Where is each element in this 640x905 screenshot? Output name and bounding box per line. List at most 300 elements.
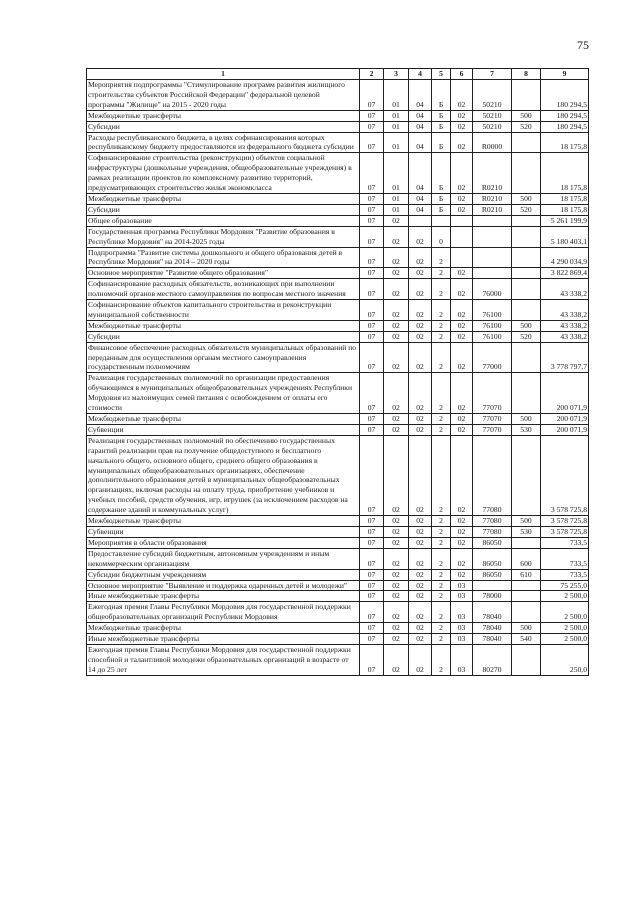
- code-cell-c4: 02: [409, 424, 432, 435]
- code-cell-c5: 2: [432, 548, 451, 569]
- code-cell-c5: 2: [432, 373, 451, 414]
- code-cell-c4: 02: [409, 591, 432, 602]
- code-cell-c5: 2: [432, 300, 451, 321]
- code-cell-c6: 02: [451, 193, 473, 204]
- code-cell-c2: 07: [360, 331, 384, 342]
- amount-cell: 75 255,0: [541, 580, 589, 591]
- table-row: [87, 279, 589, 300]
- code-cell-c3: 01: [384, 132, 409, 153]
- code-cell-c7: 77070: [473, 424, 512, 435]
- row-name-cell: Расходы республиканского бюджета, в целях софинансирования которых республиканскому бюджету предоставляются из федерального бюджета субсидии: [87, 132, 360, 153]
- table-row: [87, 331, 589, 342]
- row-name-cell: Межбюджетные трансферты: [87, 516, 360, 527]
- code-cell-c2: 07: [360, 320, 384, 331]
- code-cell-c5: 2: [432, 342, 451, 373]
- table-row: [87, 226, 589, 247]
- code-cell-c6: 02: [451, 80, 473, 111]
- code-cell-c2: 07: [360, 193, 384, 204]
- code-cell-c8: 520: [512, 204, 541, 215]
- row-name-cell: Субвенции: [87, 424, 360, 435]
- code-cell-c2: 07: [360, 569, 384, 580]
- code-cell-c3: 02: [384, 569, 409, 580]
- table-row: [87, 121, 589, 132]
- code-cell-c2: 07: [360, 580, 384, 591]
- code-cell-c6: 02: [451, 342, 473, 373]
- code-cell-c7: 77080: [473, 526, 512, 537]
- code-cell-c6: 02: [451, 569, 473, 580]
- code-cell-c4: 02: [409, 602, 432, 623]
- table-row: [87, 537, 589, 548]
- code-cell-c6: [451, 215, 473, 226]
- code-cell-c5: 2: [432, 435, 451, 515]
- code-cell-c5: 2: [432, 424, 451, 435]
- row-name-cell: Ежегодная премия Главы Республики Мордовия для государственной поддержки общеобразовательных организаций Республики Мордовия: [87, 602, 360, 623]
- code-cell-c8: [512, 644, 541, 675]
- code-cell-c6: 02: [451, 320, 473, 331]
- code-cell-c6: [451, 226, 473, 247]
- code-cell-c2: 07: [360, 247, 384, 268]
- row-name-cell: Субсидии: [87, 204, 360, 215]
- code-cell-c3: 02: [384, 580, 409, 591]
- code-cell-c3: 01: [384, 153, 409, 194]
- amount-cell: 200 071,9: [541, 373, 589, 414]
- amount-cell: 43 338,2: [541, 320, 589, 331]
- table-row: [87, 424, 589, 435]
- code-cell-c2: 07: [360, 591, 384, 602]
- code-cell-c5: 2: [432, 516, 451, 527]
- table-row: [87, 644, 589, 675]
- code-cell-c2: 07: [360, 634, 384, 645]
- code-cell-c2: 07: [360, 110, 384, 121]
- column-header-3: 3: [384, 69, 409, 80]
- code-cell-c8: 530: [512, 526, 541, 537]
- code-cell-c4: 04: [409, 204, 432, 215]
- code-cell-c8: [512, 300, 541, 321]
- code-cell-c4: 02: [409, 279, 432, 300]
- row-name-cell: Межбюджетные трансферты: [87, 623, 360, 634]
- amount-cell: 180 294,5: [541, 80, 589, 111]
- code-cell-c6: 03: [451, 580, 473, 591]
- code-cell-c7: 76000: [473, 279, 512, 300]
- code-cell-c3: 02: [384, 526, 409, 537]
- amount-cell: 733,5: [541, 569, 589, 580]
- code-cell-c8: [512, 591, 541, 602]
- code-cell-c7: 50210: [473, 80, 512, 111]
- table-row: [87, 373, 589, 414]
- code-cell-c4: 02: [409, 634, 432, 645]
- amount-cell: 3 578 725,8: [541, 526, 589, 537]
- code-cell-c3: 02: [384, 320, 409, 331]
- code-cell-c2: 07: [360, 373, 384, 414]
- column-header-8: 8: [512, 69, 541, 80]
- code-cell-c8: [512, 279, 541, 300]
- code-cell-c4: 02: [409, 516, 432, 527]
- code-cell-c8: 500: [512, 414, 541, 425]
- table-row: [87, 548, 589, 569]
- code-cell-c4: 02: [409, 342, 432, 373]
- code-cell-c7: 50210: [473, 121, 512, 132]
- code-cell-c8: 520: [512, 121, 541, 132]
- code-cell-c8: [512, 80, 541, 111]
- amount-cell: 5 261 199,9: [541, 215, 589, 226]
- code-cell-c4: [409, 215, 432, 226]
- code-cell-c5: 2: [432, 644, 451, 675]
- code-cell-c6: 02: [451, 526, 473, 537]
- code-cell-c3: 02: [384, 331, 409, 342]
- table-row: [87, 602, 589, 623]
- code-cell-c6: 03: [451, 644, 473, 675]
- code-cell-c8: 540: [512, 634, 541, 645]
- table-row: [87, 320, 589, 331]
- amount-cell: 2 500,0: [541, 634, 589, 645]
- code-cell-c8: [512, 602, 541, 623]
- code-cell-c8: [512, 153, 541, 194]
- code-cell-c8: [512, 247, 541, 268]
- code-cell-c5: 2: [432, 331, 451, 342]
- code-cell-c3: 01: [384, 204, 409, 215]
- code-cell-c8: 500: [512, 320, 541, 331]
- table-row: [87, 132, 589, 153]
- code-cell-c3: 01: [384, 193, 409, 204]
- code-cell-c4: 04: [409, 132, 432, 153]
- code-cell-c4: 02: [409, 226, 432, 247]
- table-row: [87, 526, 589, 537]
- code-cell-c6: 02: [451, 516, 473, 527]
- code-cell-c2: 07: [360, 80, 384, 111]
- code-cell-c4: 02: [409, 247, 432, 268]
- code-cell-c8: [512, 226, 541, 247]
- code-cell-c7: [473, 247, 512, 268]
- row-name-cell: Финансовое обеспечение расходных обязательств муниципальных образований по переданным для осуществления органам местного самоуправления государственным полномочиям: [87, 342, 360, 373]
- code-cell-c4: 02: [409, 623, 432, 634]
- code-cell-c7: 76100: [473, 300, 512, 321]
- code-cell-c7: 77080: [473, 516, 512, 527]
- code-cell-c7: [473, 580, 512, 591]
- code-cell-c5: Б: [432, 204, 451, 215]
- code-cell-c3: 02: [384, 634, 409, 645]
- code-cell-c5: 2: [432, 268, 451, 279]
- code-cell-c5: 2: [432, 247, 451, 268]
- code-cell-c8: [512, 215, 541, 226]
- code-cell-c2: 07: [360, 204, 384, 215]
- code-cell-c7: R0210: [473, 204, 512, 215]
- table-row: [87, 516, 589, 527]
- code-cell-c2: 07: [360, 300, 384, 321]
- code-cell-c7: R0210: [473, 153, 512, 194]
- row-name-cell: Межбюджетные трансферты: [87, 110, 360, 121]
- table-row: [87, 591, 589, 602]
- row-name-cell: Основное мероприятие "Развитие общего образования": [87, 268, 360, 279]
- code-cell-c2: 07: [360, 435, 384, 515]
- row-name-cell: Субвенции: [87, 526, 360, 537]
- table-row: [87, 580, 589, 591]
- code-cell-c3: 02: [384, 591, 409, 602]
- code-cell-c6: 03: [451, 634, 473, 645]
- code-cell-c5: 2: [432, 634, 451, 645]
- row-name-cell: Софинансирование строительства (реконструкции) объектов социальной инфраструктуры (дошкольные учреждения, общеобразовательные учреждения) в рамках реализации проектов по комплексному развитию территорий, предусматривающих строительство жилья экономкласса: [87, 153, 360, 194]
- code-cell-c8: [512, 580, 541, 591]
- amount-cell: 200 071,9: [541, 424, 589, 435]
- code-cell-c5: 2: [432, 623, 451, 634]
- code-cell-c6: [451, 247, 473, 268]
- code-cell-c2: 07: [360, 526, 384, 537]
- code-cell-c4: 04: [409, 80, 432, 111]
- row-name-cell: Иные межбюджетные трансферты: [87, 634, 360, 645]
- code-cell-c3: 02: [384, 414, 409, 425]
- column-header-5: 5: [432, 69, 451, 80]
- code-cell-c4: 02: [409, 300, 432, 321]
- code-cell-c4: 04: [409, 121, 432, 132]
- code-cell-c4: 04: [409, 110, 432, 121]
- row-name-cell: Межбюджетные трансферты: [87, 193, 360, 204]
- code-cell-c6: 03: [451, 623, 473, 634]
- code-cell-c4: 02: [409, 373, 432, 414]
- code-cell-c6: 02: [451, 300, 473, 321]
- code-cell-c5: 2: [432, 580, 451, 591]
- code-cell-c8: [512, 537, 541, 548]
- amount-cell: 180 294,5: [541, 121, 589, 132]
- code-cell-c8: [512, 268, 541, 279]
- amount-cell: 733,5: [541, 548, 589, 569]
- code-cell-c3: 02: [384, 300, 409, 321]
- code-cell-c3: 02: [384, 435, 409, 515]
- table-row: [87, 342, 589, 373]
- amount-cell: 180 294,5: [541, 110, 589, 121]
- code-cell-c7: 86050: [473, 537, 512, 548]
- code-cell-c4: 04: [409, 153, 432, 194]
- amount-cell: 2 500,0: [541, 602, 589, 623]
- table-body: [87, 80, 589, 676]
- code-cell-c2: 07: [360, 342, 384, 373]
- table-row: [87, 268, 589, 279]
- amount-cell: 3 578 725,8: [541, 516, 589, 527]
- row-name-cell: Субсидии бюджетным учреждениям: [87, 569, 360, 580]
- amount-cell: 2 500,0: [541, 623, 589, 634]
- code-cell-c5: Б: [432, 121, 451, 132]
- amount-cell: 733,5: [541, 537, 589, 548]
- code-cell-c8: 500: [512, 110, 541, 121]
- row-name-cell: Реализация государственных полномочий по обеспечению государственных гарантий реализации прав на получение общедоступного и бесплатного начального общего, основного общего, среднего общего образования в муниципальных общеобразовательных организациях, обеспечение дополнительного образования детей в муниципальных общеобразовательных организациях, включая расходы на оплату труда, приобретение учебников и учебных пособий, средств обучения, игр, игрушек (за исключением расходов на содержание зданий и коммунальных услуг): [87, 435, 360, 515]
- code-cell-c7: 77080: [473, 435, 512, 515]
- amount-cell: 250,0: [541, 644, 589, 675]
- amount-cell: 43 338,2: [541, 300, 589, 321]
- code-cell-c2: 07: [360, 424, 384, 435]
- code-cell-c4: 02: [409, 580, 432, 591]
- table-row: [87, 204, 589, 215]
- table-row: [87, 435, 589, 515]
- code-cell-c4: 02: [409, 320, 432, 331]
- code-cell-c4: 02: [409, 548, 432, 569]
- row-name-cell: Предоставление субсидий бюджетным, автономным учреждениям и иным некоммерческим организациям: [87, 548, 360, 569]
- code-cell-c6: 02: [451, 279, 473, 300]
- code-cell-c7: 86050: [473, 548, 512, 569]
- row-name-cell: Софинансирование расходных обязательств, возникающих при выполнении полномочий органов местного самоуправления по вопросам местного значения: [87, 279, 360, 300]
- column-header-2: 2: [360, 69, 384, 80]
- code-cell-c5: 2: [432, 537, 451, 548]
- amount-cell: 5 180 403,1: [541, 226, 589, 247]
- code-cell-c6: 02: [451, 121, 473, 132]
- row-name-cell: Субсидии: [87, 331, 360, 342]
- amount-cell: 3 778 797,7: [541, 342, 589, 373]
- code-cell-c4: 02: [409, 644, 432, 675]
- code-cell-c5: Б: [432, 80, 451, 111]
- row-name-cell: Мероприятия подпрограммы "Стимулирование программ развития жилищного строительства субъектов Российской Федерации" федеральной целевой программы "Жилище" на 2015 - 2020 годы: [87, 80, 360, 111]
- table-row: [87, 193, 589, 204]
- row-name-cell: Подпрограмма "Развитие системы дошкольного и общего образования детей в Республике Мордовия" на 2014 – 2020 годы: [87, 247, 360, 268]
- code-cell-c2: 07: [360, 644, 384, 675]
- code-cell-c2: 07: [360, 153, 384, 194]
- amount-cell: 200 071,9: [541, 414, 589, 425]
- row-name-cell: Иные межбюджетные трансферты: [87, 591, 360, 602]
- code-cell-c5: Б: [432, 193, 451, 204]
- code-cell-c4: 02: [409, 526, 432, 537]
- code-cell-c3: 02: [384, 226, 409, 247]
- code-cell-c3: 01: [384, 121, 409, 132]
- code-cell-c6: 02: [451, 414, 473, 425]
- table-header-row: [87, 69, 589, 80]
- column-header-1: 1: [87, 69, 360, 80]
- code-cell-c5: Б: [432, 110, 451, 121]
- code-cell-c4: 02: [409, 435, 432, 515]
- code-cell-c8: [512, 132, 541, 153]
- code-cell-c8: 520: [512, 331, 541, 342]
- table-row: [87, 300, 589, 321]
- code-cell-c4: 02: [409, 569, 432, 580]
- code-cell-c5: 2: [432, 320, 451, 331]
- code-cell-c8: [512, 435, 541, 515]
- code-cell-c6: 03: [451, 591, 473, 602]
- code-cell-c8: 600: [512, 548, 541, 569]
- code-cell-c4: 02: [409, 414, 432, 425]
- code-cell-c4: 04: [409, 193, 432, 204]
- code-cell-c5: 2: [432, 526, 451, 537]
- table-row: [87, 110, 589, 121]
- code-cell-c6: 02: [451, 435, 473, 515]
- code-cell-c3: 02: [384, 279, 409, 300]
- code-cell-c7: 77000: [473, 342, 512, 373]
- code-cell-c2: 07: [360, 268, 384, 279]
- code-cell-c5: [432, 215, 451, 226]
- code-cell-c2: 07: [360, 132, 384, 153]
- row-name-cell: Субсидии: [87, 121, 360, 132]
- table-row: [87, 80, 589, 111]
- code-cell-c3: 02: [384, 537, 409, 548]
- code-cell-c6: 02: [451, 424, 473, 435]
- code-cell-c3: 02: [384, 623, 409, 634]
- code-cell-c6: 03: [451, 602, 473, 623]
- amount-cell: 4 290 034,9: [541, 247, 589, 268]
- table-row: [87, 569, 589, 580]
- code-cell-c3: 02: [384, 548, 409, 569]
- code-cell-c3: 02: [384, 516, 409, 527]
- table-row: [87, 414, 589, 425]
- code-cell-c8: [512, 373, 541, 414]
- code-cell-c2: 07: [360, 121, 384, 132]
- code-cell-c5: 2: [432, 414, 451, 425]
- code-cell-c4: 02: [409, 331, 432, 342]
- code-cell-c3: 02: [384, 424, 409, 435]
- code-cell-c7: 77070: [473, 373, 512, 414]
- code-cell-c5: Б: [432, 132, 451, 153]
- code-cell-c8: 610: [512, 569, 541, 580]
- code-cell-c7: 77070: [473, 414, 512, 425]
- row-name-cell: Ежегодная премия Главы Республики Мордовия для государственной поддержки способной и талантливой молодежи образовательных организаций в возрасте от 14 до 25 лет: [87, 644, 360, 675]
- code-cell-c7: 78040: [473, 623, 512, 634]
- code-cell-c6: 02: [451, 153, 473, 194]
- code-cell-c5: 2: [432, 569, 451, 580]
- code-cell-c5: Б: [432, 153, 451, 194]
- column-header-7: 7: [473, 69, 512, 80]
- code-cell-c3: 02: [384, 268, 409, 279]
- code-cell-c2: 07: [360, 516, 384, 527]
- code-cell-c8: 500: [512, 193, 541, 204]
- code-cell-c2: 07: [360, 414, 384, 425]
- code-cell-c7: 80270: [473, 644, 512, 675]
- code-cell-c2: 07: [360, 537, 384, 548]
- row-name-cell: Межбюджетные трансферты: [87, 320, 360, 331]
- table-row: [87, 247, 589, 268]
- table-row: [87, 215, 589, 226]
- code-cell-c6: 02: [451, 537, 473, 548]
- code-cell-c7: [473, 268, 512, 279]
- budget-table: [86, 68, 589, 676]
- row-name-cell: Государственная программа Республики Мордовия "Развитие образования в Республике Мордовия" на 2014-2025 годы: [87, 226, 360, 247]
- code-cell-c2: 07: [360, 623, 384, 634]
- row-name-cell: Реализация государственных полномочий по организации предоставления обучающимся в муниципальных общеобразовательных учреждениях Республики Мордовия из малоимущих семей питания с освобождением от оплаты его стоимости: [87, 373, 360, 414]
- page-number: 75: [577, 38, 589, 52]
- code-cell-c7: [473, 226, 512, 247]
- code-cell-c6: 02: [451, 548, 473, 569]
- code-cell-c2: 07: [360, 602, 384, 623]
- table-row: [87, 153, 589, 194]
- row-name-cell: Софинансирование объектов капитального строительства и реконструкции муниципальной собственности: [87, 300, 360, 321]
- amount-cell: 18 175,8: [541, 132, 589, 153]
- amount-cell: 2 500,0: [541, 591, 589, 602]
- code-cell-c7: 50210: [473, 110, 512, 121]
- table-row: [87, 623, 589, 634]
- code-cell-c2: 07: [360, 226, 384, 247]
- code-cell-c5: 2: [432, 602, 451, 623]
- code-cell-c7: [473, 215, 512, 226]
- code-cell-c8: 500: [512, 623, 541, 634]
- code-cell-c5: 0: [432, 226, 451, 247]
- code-cell-c2: 07: [360, 279, 384, 300]
- row-name-cell: Межбюджетные трансферты: [87, 414, 360, 425]
- code-cell-c6: 02: [451, 110, 473, 121]
- code-cell-c7: 76100: [473, 331, 512, 342]
- code-cell-c6: 02: [451, 204, 473, 215]
- column-header-6: 6: [451, 69, 473, 80]
- code-cell-c6: 02: [451, 132, 473, 153]
- code-cell-c3: 02: [384, 602, 409, 623]
- table-row: [87, 634, 589, 645]
- code-cell-c3: 01: [384, 110, 409, 121]
- code-cell-c8: 530: [512, 424, 541, 435]
- row-name-cell: Мероприятия в области образования: [87, 537, 360, 548]
- code-cell-c3: 02: [384, 215, 409, 226]
- code-cell-c4: 02: [409, 268, 432, 279]
- amount-cell: 3 578 725,8: [541, 435, 589, 515]
- code-cell-c7: R0000: [473, 132, 512, 153]
- amount-cell: 43 338,2: [541, 331, 589, 342]
- code-cell-c3: 02: [384, 373, 409, 414]
- code-cell-c7: 78000: [473, 591, 512, 602]
- row-name-cell: Общее образование: [87, 215, 360, 226]
- code-cell-c4: 02: [409, 537, 432, 548]
- code-cell-c2: 07: [360, 548, 384, 569]
- column-header-4: 4: [409, 69, 432, 80]
- code-cell-c5: 2: [432, 279, 451, 300]
